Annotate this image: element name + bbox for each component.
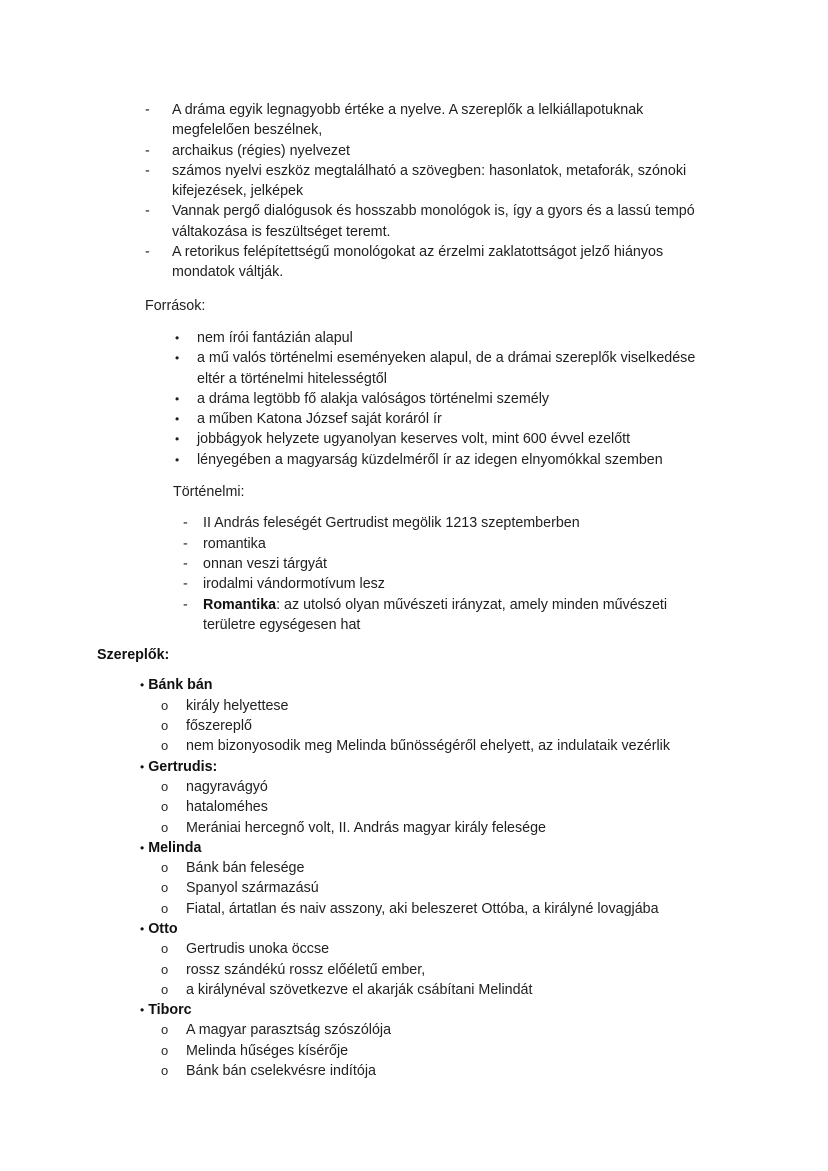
characters-list <box>0 675 828 1081</box>
circle-bullet-icon: o <box>161 900 169 916</box>
list-item-text: rossz szándékú rossz előéletű ember, <box>186 961 426 978</box>
list-item <box>183 595 723 636</box>
circle-bullet-icon: o <box>161 778 169 794</box>
list-item-text: nagyravágyó <box>186 778 268 795</box>
list-item <box>145 242 723 283</box>
list-item <box>161 939 723 959</box>
list-item-text: a műben Katona József saját koráról ír <box>197 411 442 428</box>
circle-bullet-icon: o <box>161 697 169 713</box>
dash-bullet-icon: - <box>183 596 188 613</box>
character-trait-list <box>161 696 723 757</box>
disc-bullet-icon: • <box>175 391 180 406</box>
list-item-text: Fiatal, ártatlan és naiv asszony, aki beleszeret Ottóba, a királyné lovagjába <box>186 900 659 917</box>
list-item <box>161 716 723 736</box>
list-item-text: nem bizonyosodik meg Melinda bűnösségéről ehelyett, az indulataik vezérlik <box>186 738 670 755</box>
character-name <box>119 919 828 939</box>
disc-bullet-icon: • <box>140 759 145 774</box>
list-item-text: Gertrudis unoka öccse <box>186 941 330 958</box>
list-item-text: Bánk bán felesége <box>186 860 305 877</box>
circle-bullet-icon: o <box>161 1063 169 1079</box>
circle-bullet-icon: o <box>161 819 169 835</box>
list-item-text: Spanyol származású <box>186 880 319 897</box>
character-trait-list <box>161 777 723 838</box>
list-item <box>175 389 723 409</box>
list-item <box>161 980 723 1000</box>
character-trait-list <box>161 858 723 919</box>
disc-bullet-icon: • <box>140 1003 145 1018</box>
bold-term-rest: : az utolsó olyan művészeti irányzat, amely minden művészeti területre egységesen hat <box>203 596 668 633</box>
list-item <box>161 858 723 878</box>
list-item <box>145 100 723 141</box>
list-item-text: számos nyelvi eszköz megtalálható a szövegben: hasonlatok, metaforák, szónoki kifejezések, jelképek <box>172 162 687 200</box>
disc-bullet-icon: • <box>140 921 145 936</box>
disc-bullet-icon: • <box>175 412 180 427</box>
circle-bullet-icon: o <box>161 860 169 876</box>
bold-term: Romantika <box>203 596 277 613</box>
list-item-text: A dráma egyik legnagyobb értéke a nyelve. A szereplők a lelkiállapotuknak megfelelően beszélnek, <box>172 102 644 139</box>
characters-heading: Szereplők: <box>97 647 170 664</box>
dash-bullet-icon: - <box>145 162 150 179</box>
historical-heading: Történelmi: <box>173 484 245 501</box>
character-name <box>119 838 828 858</box>
list-item-text: lényegében a magyarság küzdelméről ír az idegen elnyomókkal szemben <box>197 451 663 468</box>
list-item <box>161 960 723 980</box>
character-name <box>119 675 828 695</box>
list-item-text: Melinda hűséges kísérője <box>186 1042 349 1059</box>
dash-bullet-icon: - <box>145 203 150 220</box>
dash-bullet-icon: - <box>183 576 188 593</box>
dash-bullet-icon: - <box>145 102 150 118</box>
circle-bullet-icon: o <box>161 981 169 997</box>
circle-bullet-icon: o <box>161 1042 169 1058</box>
circle-bullet-icon: o <box>161 799 169 815</box>
character-trait-list <box>161 1020 723 1081</box>
list-item-text <box>203 597 667 633</box>
list-item-text: Merániai hercegnő volt, II. András magyar király felesége <box>186 819 546 836</box>
list-item-text: jobbágyok helyzete ugyanolyan keserves volt, mint 600 évvel ezelőtt <box>197 431 631 448</box>
list-item <box>161 818 723 838</box>
list-item-text: a dráma legtöbb fő alakja valóságos történelmi személy <box>197 390 550 407</box>
list-item <box>161 1041 723 1061</box>
disc-bullet-icon: • <box>175 432 180 447</box>
disc-bullet-icon: • <box>175 330 180 345</box>
list-item-text: romantika <box>203 535 266 552</box>
character-name <box>119 757 828 777</box>
list-item-text: irodalmi vándormotívum lesz <box>203 576 385 593</box>
circle-bullet-icon: o <box>161 880 169 896</box>
circle-bullet-icon: o <box>161 738 169 754</box>
list-item <box>161 1020 723 1040</box>
list-item <box>175 429 723 449</box>
sources-bullet-list <box>175 328 723 470</box>
list-item-text: nem írói fantázián alapul <box>197 329 353 346</box>
character-name-text: Otto <box>148 920 178 937</box>
character-name-text: Gertrudis: <box>148 758 218 775</box>
character-trait-list <box>161 939 723 1000</box>
circle-bullet-icon: o <box>161 1022 169 1038</box>
list-item <box>183 534 723 554</box>
list-item-text: a mű valós történelmi eseményeken alapul, de a drámai szereplők viselkedése eltér a történelmi hitelességtől <box>197 350 696 387</box>
list-item <box>161 797 723 817</box>
list-item-text: onnan veszi tárgyát <box>203 555 327 572</box>
list-item <box>183 574 723 594</box>
list-item <box>161 777 723 797</box>
disc-bullet-icon: • <box>140 678 145 693</box>
disc-bullet-icon: • <box>175 452 180 467</box>
list-item <box>175 450 723 470</box>
character-name-text: Bánk bán <box>148 677 213 694</box>
dash-bullet-icon: - <box>183 535 188 552</box>
dash-bullet-icon: - <box>145 244 150 261</box>
list-item-text: Bánk bán cselekvésre indítója <box>186 1063 376 1080</box>
circle-bullet-icon: o <box>161 718 169 734</box>
list-item <box>161 899 723 919</box>
list-item-text: archaikus (régies) nyelvezet <box>172 142 350 159</box>
intro-dash-list <box>145 100 723 283</box>
list-item <box>161 696 723 716</box>
dash-bullet-icon: - <box>145 142 150 159</box>
character-name <box>119 1000 828 1020</box>
list-item <box>175 348 723 389</box>
circle-bullet-icon: o <box>161 941 169 957</box>
list-item-text: a királynéval szövetkezve el akarják csábítani Melindát <box>186 981 533 998</box>
list-item-text: II András feleségét Gertrudist megölik 1213 szeptemberben <box>203 515 580 532</box>
list-item <box>145 161 723 202</box>
circle-bullet-icon: o <box>161 961 169 977</box>
list-item <box>161 1061 723 1081</box>
historical-dash-list <box>183 513 723 635</box>
list-item-text: hataloméhes <box>186 799 268 816</box>
sources-heading: Források: <box>145 297 206 314</box>
list-item-text: főszereplő <box>186 718 252 735</box>
list-item <box>183 513 723 533</box>
list-item <box>161 736 723 756</box>
character-name-text: Melinda <box>148 839 202 856</box>
list-item-text: A magyar parasztság szószólója <box>186 1022 392 1039</box>
list-item <box>175 328 723 348</box>
list-item <box>175 409 723 429</box>
list-item <box>161 878 723 898</box>
dash-bullet-icon: - <box>183 515 188 532</box>
list-item <box>145 141 723 161</box>
disc-bullet-icon: • <box>175 351 180 366</box>
list-item-text: Vannak pergő dialógusok és hosszabb monológok is, így a gyors és a lassú tempó váltakozása is feszültséget teremt. <box>172 203 695 240</box>
list-item-text: király helyettese <box>186 697 289 714</box>
list-item <box>145 201 723 242</box>
disc-bullet-icon: • <box>140 840 145 855</box>
dash-bullet-icon: - <box>183 555 188 572</box>
list-item <box>183 554 723 574</box>
list-item-text: A retorikus felépítettségű monológokat az érzelmi zaklatottságot jelző hiányos mondatok váltják. <box>172 244 664 281</box>
character-name-text: Tiborc <box>148 1002 192 1019</box>
